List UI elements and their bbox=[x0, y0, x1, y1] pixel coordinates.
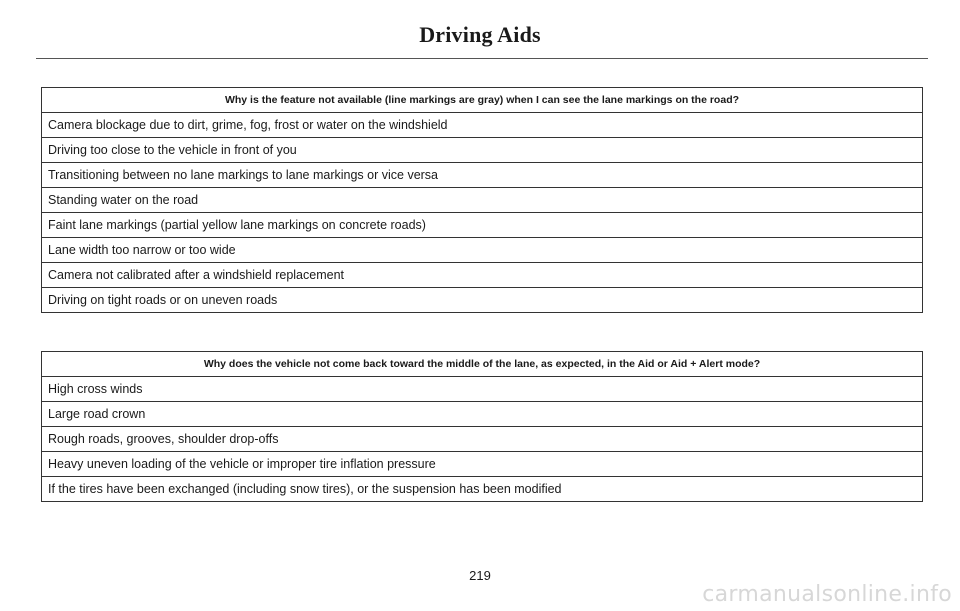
table-row bbox=[42, 377, 923, 402]
table-row bbox=[42, 188, 923, 213]
table-cell: Camera blockage due to dirt, grime, fog, frost or water on the windshield bbox=[42, 113, 923, 138]
table-row bbox=[42, 113, 923, 138]
table-cell: Standing water on the road bbox=[42, 188, 923, 213]
table-row bbox=[42, 163, 923, 188]
table-row bbox=[42, 238, 923, 263]
table-row bbox=[42, 138, 923, 163]
table-cell: Rough roads, grooves, shoulder drop-offs bbox=[42, 427, 923, 452]
table-cell: Faint lane markings (partial yellow lane markings on concrete roads) bbox=[42, 213, 923, 238]
table-cell: Lane width too narrow or too wide bbox=[42, 238, 923, 263]
table-row bbox=[42, 213, 923, 238]
header-divider bbox=[36, 58, 928, 59]
feature-unavailable-table bbox=[41, 87, 923, 313]
lane-centering-table bbox=[41, 351, 923, 502]
table-heading: Why does the vehicle not come back toward the middle of the lane, as expected, in the Aid or Aid + Alert mode? bbox=[42, 352, 923, 377]
table-cell: Transitioning between no lane markings to lane markings or vice versa bbox=[42, 163, 923, 188]
table-cell: Driving too close to the vehicle in front of you bbox=[42, 138, 923, 163]
table-row bbox=[42, 402, 923, 427]
table-heading: Why is the feature not available (line markings are gray) when I can see the lane markings on the road? bbox=[42, 88, 923, 113]
table-row bbox=[42, 263, 923, 288]
table-cell: Driving on tight roads or on uneven roads bbox=[42, 288, 923, 313]
table-header-row bbox=[42, 352, 923, 377]
table-cell: High cross winds bbox=[42, 377, 923, 402]
table-cell: If the tires have been exchanged (including snow tires), or the suspension has been modified bbox=[42, 477, 923, 502]
page-title: Driving Aids bbox=[419, 22, 541, 47]
table-row bbox=[42, 427, 923, 452]
table-cell: Camera not calibrated after a windshield replacement bbox=[42, 263, 923, 288]
table-cell: Large road crown bbox=[42, 402, 923, 427]
table-row bbox=[42, 477, 923, 502]
table-row bbox=[42, 452, 923, 477]
watermark: carmanualsonline.info bbox=[702, 582, 952, 607]
table-cell: Heavy uneven loading of the vehicle or improper tire inflation pressure bbox=[42, 452, 923, 477]
table-row bbox=[42, 288, 923, 313]
page-number: 219 bbox=[469, 568, 491, 583]
table-header-row bbox=[42, 88, 923, 113]
